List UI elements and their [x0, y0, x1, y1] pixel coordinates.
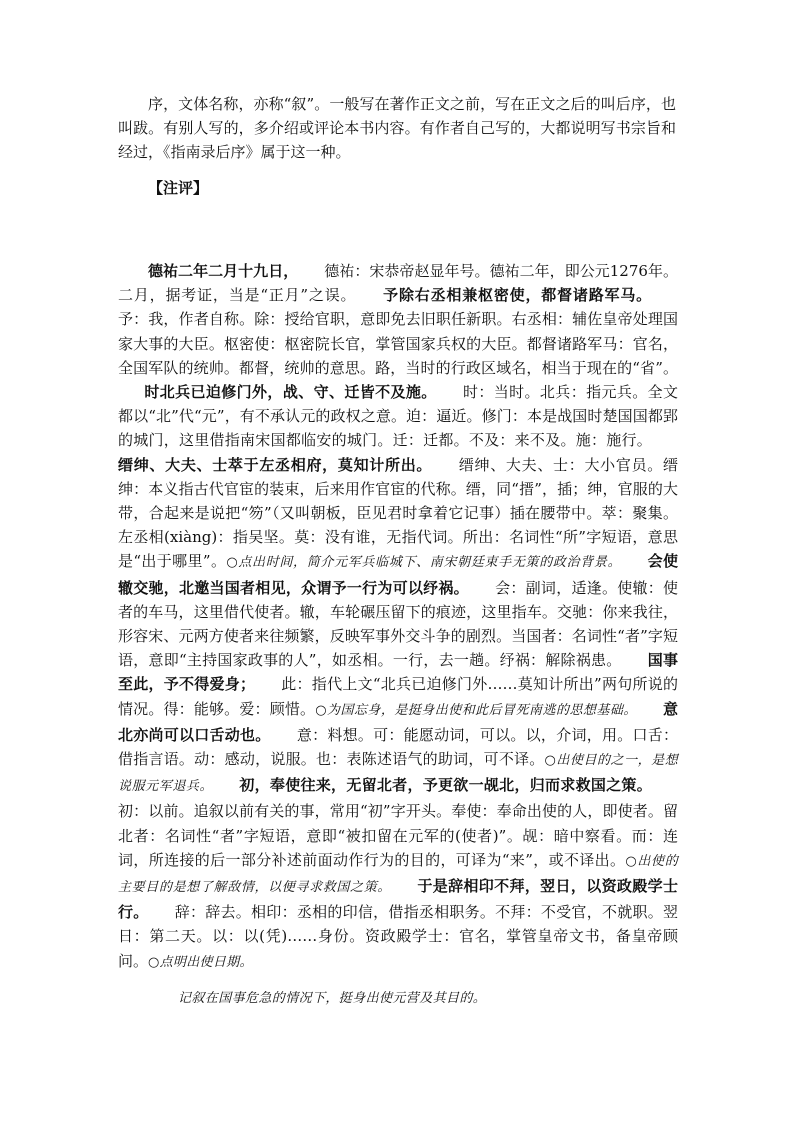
annotation-body — [118, 259, 678, 975]
annotation-text: 缙绅、大夫、士：大小官员。缙绅：本义指古代官宦的装束，后来用作官宦的代称。缙，同“搢”，插；绅，官服的大带，合起来是说把“笏”（又叫朝板，臣见君时拿着它记事）插在腰带中。萃：聚集。左丞相(xiàng)：指吴坚。莫：没有谁，无指代词。所出：名词性“所”字短语，意思是“出于哪里”。 — [118, 455, 678, 571]
source-text: 予除右丞相兼枢密使，都督诸路军马。 — [382, 286, 652, 305]
annotation-text: 予：我，作者自称。除：授给官职，意即免去旧职任新职。右丞相：辅佐皇帝处理国家大事的大臣。枢密使：枢密院长官，掌管国家兵权的大臣。都督诸路军马：官名，全国军队的统帅。都督，统帅的意思。路，当时的行政区域名，相当于现在的“省”。 — [118, 310, 678, 377]
annotation-text: 会：副词，适逢。使辙：使者的车马，这里借代使者。辙，车轮碾压留下的痕迹，这里指车。交驰：你来我往，形容宋、元两方使者来往频繁，反映军事外交斗争的剧烈。当国者：名词性“者”字短语，意即“主持国家政事的人”，如丞相。一行，去一趟。纾祸：解除祸患。 — [118, 578, 678, 670]
annotation-text: 此：指代上文“北兵已迫修门外……莫知计所出”两句所说的情况。得：能够。爱：顾惜。 — [118, 675, 678, 718]
source-text: 意北亦尚可以口舌动也。 — [118, 699, 678, 744]
source-text: 缙绅、大夫、士萃于左丞相府，莫知计所出。 — [118, 455, 433, 474]
source-text: 国事至此，予不得爱身； — [118, 651, 678, 694]
section-summary: 记叙在国事危急的情况下，挺身出使元营及其目的。 — [178, 991, 487, 1006]
annotation-text: 德祐：宋恭帝赵显年号。德祐二年，即公元1276年。二月，据考证，当是“正月”之误。 — [118, 262, 678, 305]
source-text: 会使辙交驰，北邀当国者相见，众谓予一行为可以纾祸。 — [118, 552, 678, 597]
source-text: 于是辞相印不拜，翌日，以资政殿学士行。 — [118, 877, 678, 922]
commentary-text: ○点出时间，简介元军兵临城下、南宋朝廷束手无策的政治背景。 — [226, 555, 622, 571]
commentary-text: ○出使的主要目的是想了解敌情，以便寻求救国之策。 — [118, 853, 678, 896]
section-heading: 【注评】 — [148, 179, 209, 197]
commentary-text: ○出使目的之一，是想说服元军退兵。 — [118, 753, 678, 795]
commentary-text: ○点明出使日期。 — [148, 954, 253, 970]
commentary-text: ○为国忘身，是挺身出使和此后冒死南逃的思想基础。 — [315, 702, 637, 718]
annotation-text: 初：以前。追叙以前有关的事，常用“初”字开头。奉使：奉命出使的人，即使者。留北者：名词性“者”字短语，意即“被扣留在元军的(使者)”。觇：暗中察看。而：连词，所连接的后一部分补述前面动作行为的目的，可译为“来”，或不译出。 — [118, 802, 678, 869]
source-text: 初，奉使往来，无留北者，予更欲一觇北，归而求救国之策。 — [239, 776, 652, 795]
annotation-text: 意：料想。可：能愿动词，可以。以，介词，用。口舌：借指言语。动：感动，说服。也：表陈述语气的助词，可不译。 — [118, 725, 678, 769]
source-text: 时北兵已迫修门外，战、守、迁皆不及施。 — [144, 383, 437, 402]
source-text: 德祐二年二月十九日， — [148, 262, 299, 280]
intro-paragraph: 序，文体名称，亦称“叙”。一般写在著作正文之前，写在正文之后的叫后序，也叫跋。有别人写的，多介绍或评论本书内容。有作者自己写的，大都说明写书宗旨和经过，《指南录后序》属于这一种。 — [118, 95, 676, 162]
annotation-text: 辞：辞去。相印：丞相的印信，借指丞相职务。不拜：不受官，不就职。翌日：第二天。以：以(凭)……身份。资政殿学士：官名，掌管皇帝文书，备皇帝顾问。 — [118, 903, 678, 970]
annotation-text: 时：当时。北兵：指元兵。全文都以“北”代“元”，有不承认元的政权之意。迫：逼近。修门：本是战国时楚国国都郢的城门，这里借指南宋国都临安的城门。迁：迁都。不及：来不及。施：施行。 — [118, 383, 678, 450]
